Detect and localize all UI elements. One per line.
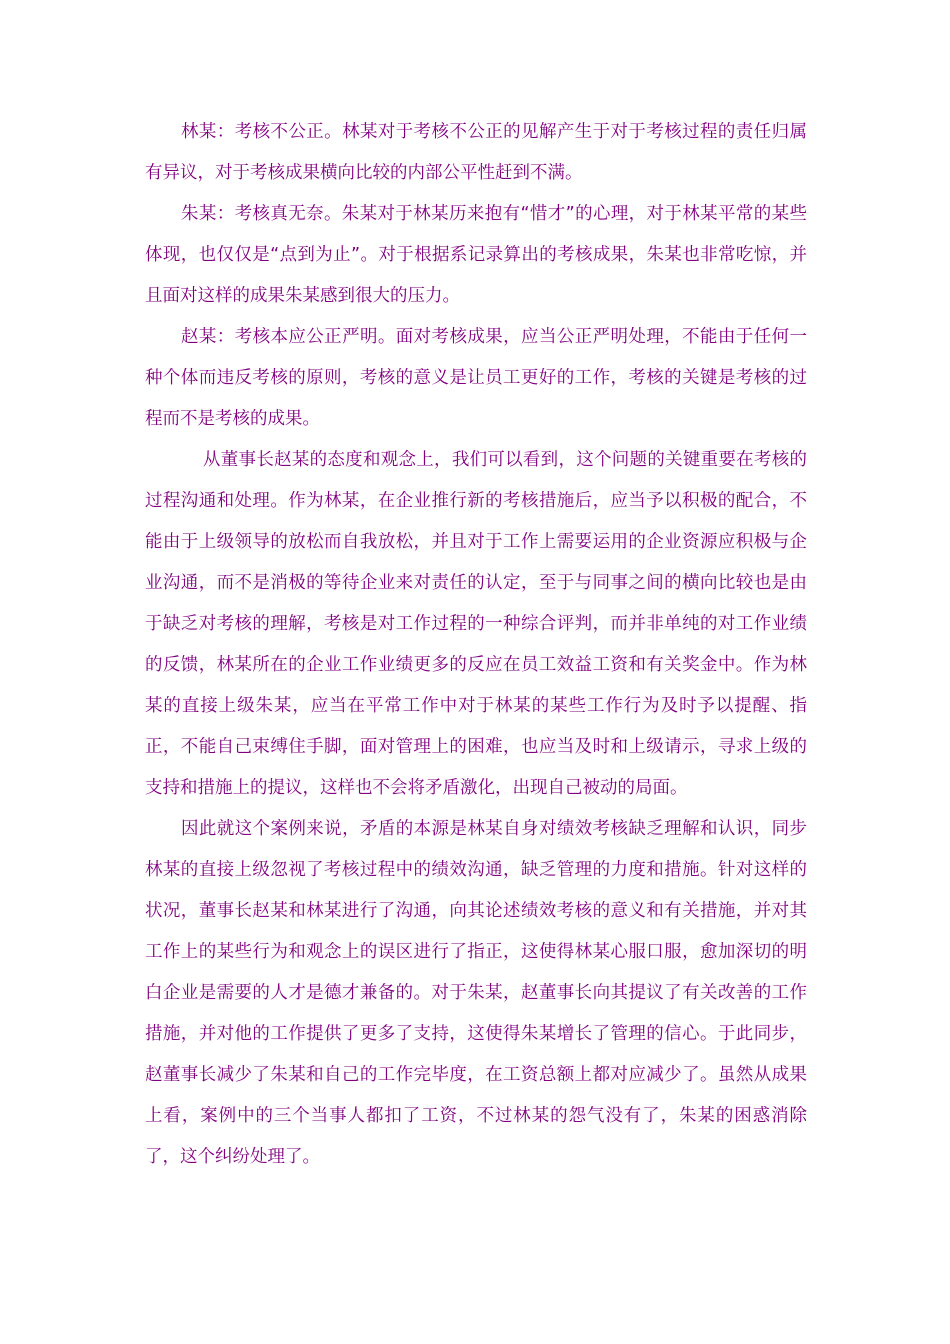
document-body	[145, 112, 807, 1178]
paragraph-zhu-view: 朱某：考核真无奈。朱某对于林某历来抱有“惜才”的心理，对于林某平常的某些体现，也仅仅是“点到为止”。对于根据系记录算出的考核成果，朱某也非常吃惊，并且面对这样的成果朱某感到很大的压力。	[145, 204, 807, 306]
paragraph-lin-view: 林某：考核不公正。林某对于考核不公正的见解产生于对于考核过程的责任归属有异议，对于考核成果横向比较的内部公平性赶到不满。	[145, 122, 807, 183]
paragraph-conclusion: 因此就这个案例来说，矛盾的本源是林某自身对绩效考核缺乏理解和认识，同步林某的直接上级忽视了考核过程中的绩效沟通，缺乏管理的力度和措施。针对这样的状况，董事长赵某和林某进行了沟通，向其论述绩效考核的意义和有关措施，并对其工作上的某些行为和观念上的误区进行了指正，这使得林某心服口服，愈加深切的明白企业是需要的人才是德才兼备的。对于朱某，赵董事长向其提议了有关改善的工作措施，并对他的工作提供了更多了支持，这使得朱某增长了管理的信心。于此同步，赵董事长减少了朱某和自己的工作完毕度，在工资总额上都对应减少了。虽然从成果上看，案例中的三个当事人都扣了工资，不过林某的怨气没有了，朱某的困惑消除了，这个纠纷处理了。	[145, 819, 807, 1167]
paragraph-analysis: 从董事长赵某的态度和观念上，我们可以看到，这个问题的关键重要在考核的过程沟通和处理。作为林某，在企业推行新的考核措施后，应当予以积极的配合，不能由于上级领导的放松而自我放松，并且对于工作上需要运用的企业资源应积极与企业沟通，而不是消极的等待企业来对责任的认定，至于与同事之间的横向比较也是由于缺乏对考核的理解，考核是对工作过程的一种综合评判，而并非单纯的对工作业绩的反馈，林某所在的企业工作业绩更多的反应在员工效益工资和有关奖金中。作为林某的直接上级朱某，应当在平常工作中对于林某的某些工作行为及时予以提醒、指正，不能自己束缚住手脚，面对管理上的困难，也应当及时和上级请示，寻求上级的支持和措施上的提议，这样也不会将矛盾激化，出现自己被动的局面。	[145, 450, 807, 798]
paragraph-zhao-view: 赵某：考核本应公正严明。面对考核成果，应当公正严明处理，不能由于任何一种个体而违反考核的原则，考核的意义是让员工更好的工作，考核的关键是考核的过程而不是考核的成果。	[145, 327, 807, 429]
